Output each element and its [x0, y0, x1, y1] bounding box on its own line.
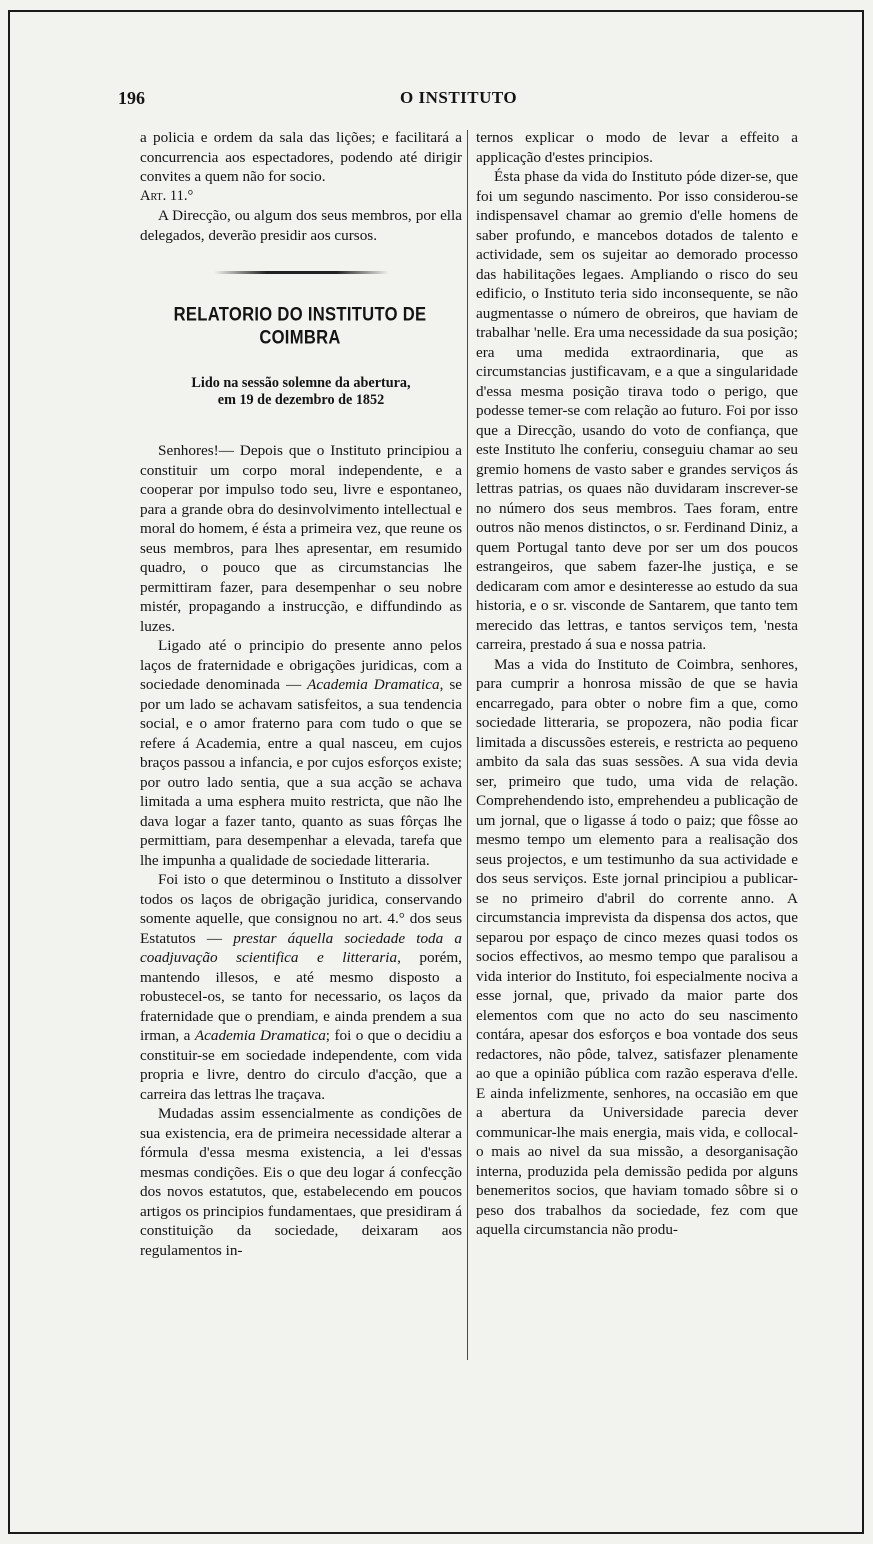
report-subtitle-line-1: Lido na sessão solemne da abertura, — [191, 375, 411, 391]
report-paragraph-2: Ligado até o principio do presente anno pelos laços de fraternidade e obrigações juridicas, com a sociedade denominada — Academia Dramatica, se por um lado se achavam satisfeitos, a sua tendencia social, e o amor fraterno para com tudo o que se refere á Academia, entre a qual nasceu, em cujos braços passou a infancia, e por cujos esforços existe; por outro lado sentia, que a sua acção se achava limitada a uma esphera muito restricta, que não lhe dava logar a fazer tanto, quanto as suas fôrças lhe permittiam, para desempenhar a elevada, tarefa que lhe impunha a qualidade de sociedade litteraria. — [140, 637, 462, 869]
report-paragraph-5: Ésta phase da vida do Instituto póde dizer-se, que foi um segundo nascimento. Por isso considerou-se indispensavel chamar ao gremio d'elle homens de saber profundo, e mancebos dotados de talento e actividade, sem os sujeitar ao demorado processo das habilitações legaes. Ampliando o risco do seu edificio, o Instituto teria sido inconsequente, se não augmentasse o número de obreiros, que haviam de trabalhar 'nelle. Era uma necessidade da sua posição; era uma medida extraordinaria, que as circumstancias justificavam, e a que a singularidade d'essa mesma posição tirava todo o perigo, que podesse temer-se com relação ao futuro. Foi por isso que a Direcção, usando do voto de confiança, que este Instituto lhe conferiu, conseguiu chamar ao seu gremio homens de vasto saber e grandes serviços ás lettras patrias, os quaes não duvidaram inscrever-se no número dos seus membros. Taes foram, entre outros não menos distinctos, o sr. Ferdinand Diniz, a quem Portugal tanto deve por ser um dos poucos estrangeiros, que sabem fazer-lhe justiça, e se dedicaram com amor e desinteresse ao estudo da sua historia, e o sr. visconde de Santarem, que tanto tem merecido das lettras, e tantos serviços tem, 'nesta carreira, prestado á sua e nossa patria. — [476, 168, 798, 653]
report-paragraph-4-continued: ternos explicar o modo de levar a effeito a applicação d'estes principios. — [476, 129, 798, 166]
running-head — [110, 86, 810, 114]
column-rule — [467, 130, 468, 1360]
right-column — [476, 128, 798, 1240]
report-subtitle-line-2: em 19 de dezembro de 1852 — [217, 392, 385, 408]
article-heading: Art. 11.° — [140, 187, 194, 204]
statute-paragraph: a policia e ordem da sala das lições; e facilitará a concurrencia aos espectadores, podendo até dirigir convites a quem não for socio. — [140, 129, 462, 185]
article-11-text: A Direcção, ou algum dos seus membros, por ella delegados, deverão presidir aos cursos. — [140, 207, 462, 244]
report-paragraph-1: Senhores!— Depois que o Instituto principiou a constituir um corpo moral independente, e a cooperar por impulso todo seu, livre e espontaneo, para a grande obra do desinvolvimento intellectual e moral do homem, é ésta a primeira vez, que reune os seus membros, para lhes apresentar, em resumido quadro, o pouco que as circumstancias lhe permittiram fazer, para desempenhar o seu nobre mistér, propagando a instrucção, e diffundindo as luzes. — [140, 442, 462, 635]
journal-title: O INSTITUTO — [400, 88, 518, 107]
report-subtitle — [140, 375, 462, 409]
report-title: RELATORIO DO INSTITUTO DE COIMBRA — [173, 303, 427, 348]
section-divider — [214, 271, 389, 274]
report-paragraph-4: Mudadas assim essencialmente as condições de sua existencia, era de primeira necessidade alterar a fórmula d'essa mesma existencia, a lei d'essas mesmas condições. Eis o que deu logar á confecção dos novos estatutos, que, estabelecendo em poucos artigos os principios fundamentaes, que presidiram á constituição da sociedade, deixaram aos regulamentos in- — [140, 1105, 462, 1259]
left-column — [140, 128, 462, 1260]
page-number: 196 — [118, 88, 145, 108]
report-paragraph-3: Foi isto o que determinou o Instituto a dissolver todos os laços de obrigação juridica, conservando somente aquelle, que consignou no art. 4.° dos seus Estatutos — prestar áquella sociedade toda a coadjuvação scientifica e litteraria, porém, mantendo illesos, e até mesmo disposto a robustecel-os, se tanto for necessario, os laços da fraternidade que o prendiam, e ainda prendem a sua irman, a Academia Dramatica; foi o que o decidiu a constituir-se em sociedade independente, com vida propria e livre, dentro do circulo d'acção, que a carreira das lettras lhe traçava. — [140, 871, 462, 1103]
report-paragraph-6: Mas a vida do Instituto de Coimbra, senhores, para cumprir a honrosa missão de que se havia encarregado, para obter o nobre fim a que, como sociedade litteraria, se propozera, não podia ficar limitada a discussões estereis, e restricta ao pequeno ambito da sala das suas sessões. A sua vida devia ser, primeiro que tudo, uma vida de relação. Comprehendendo isto, emprehendeu a publicação de um jornal, que o ligasse á todo o paiz; que fôsse ao mesmo tempo um elemento para a realisação dos seus projectos, e um testimunho da sua actividade e dos seus serviços. Este jornal principiou a publicar-se no primeiro d'abril do corrente anno. A circumstancia imprevista da dispensa dos actos, que separou por espaço de cinco mezes quasi todos os socios effectivos, ao mesmo tempo que paralisou a vida interior do Instituto, foi especialmente nociva a esse jornal, que, privado da maior parte dos elementos com que no acto do seu nascimento contára, apesar dos esforços e boa vontade dos seus redactores, não pôde, talvez, satisfazer plenamente ao que a opinião pública com razão esperava d'elle. E ainda infelizmente, senhores, na occasião em que a abertura da Universidade parecia dever communicar-lhe mais energia, mais vida, e collocal-o mais ao nivel da sua missão, a desorganisação interna, produzida pela demissão pedida por alguns benemeritos socios, que haviam tomado sôbre si o peso dos trabalhos da sociedade, fez com que aquella circumstancia não produ- — [476, 655, 798, 1238]
